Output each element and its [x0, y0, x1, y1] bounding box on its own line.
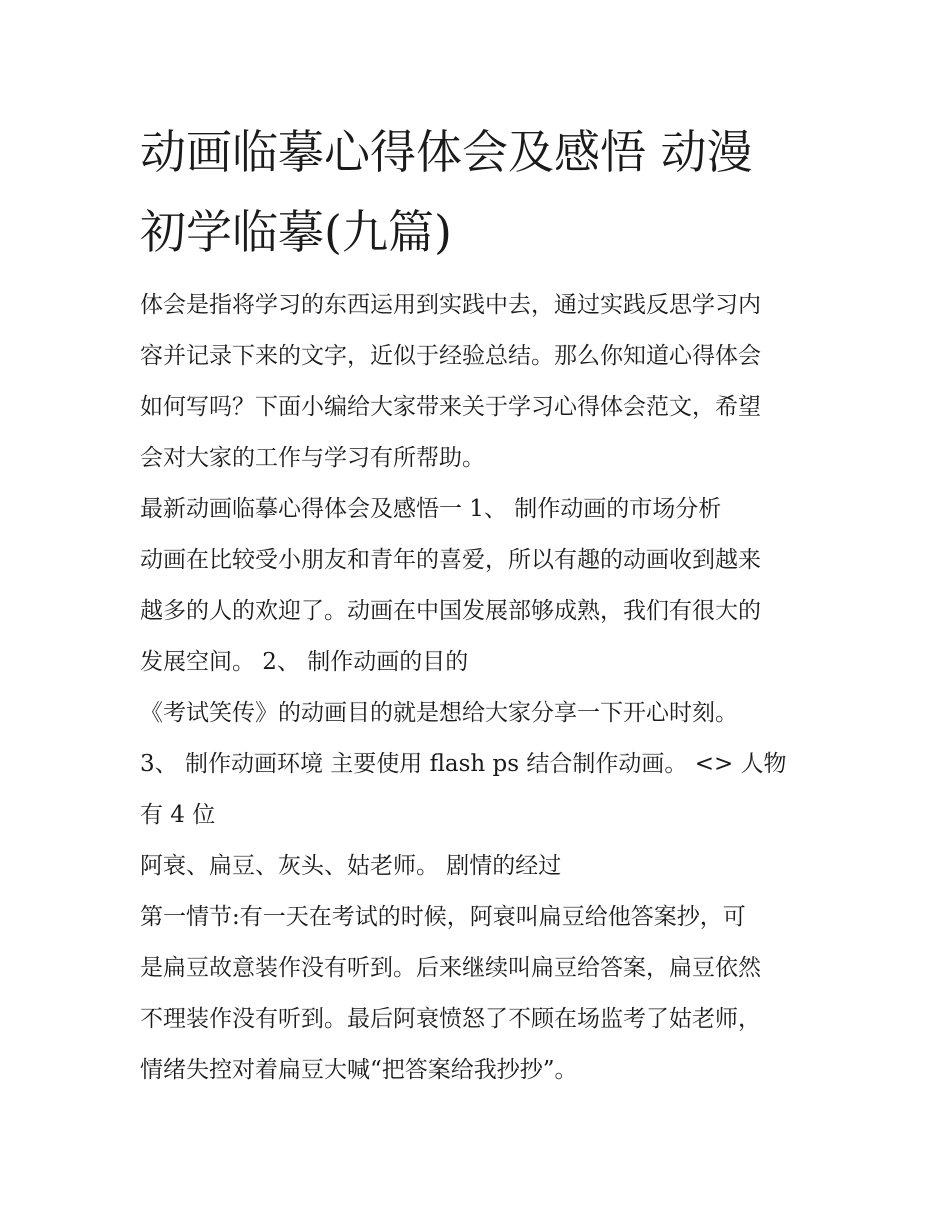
title-line-2: 初学临摹(九篇)	[140, 205, 452, 259]
environment-paragraph	[140, 739, 820, 841]
title-line-1: 动画临摹心得体会及感悟 动漫	[140, 125, 753, 179]
characters-line: 阿衰、扁豆、灰头、姑老师。 剧情的经过	[140, 853, 562, 879]
plot-line: 第一情节:有一天在考试的时候，阿衰叫扁豆给他答案抄，可	[140, 904, 746, 930]
environment-line: 有 4 位	[140, 802, 216, 828]
section1-heading: 最新动画临摹心得体会及感悟一 1、 制作动画的市场分析	[140, 496, 722, 522]
intro-line: 如何写吗？下面小编给大家带来关于学习心得体会范文，希望	[140, 394, 761, 420]
intro-line: 体会是指将学习的东西运用到实践中去，通过实践反思学习内	[140, 292, 761, 318]
document-page	[140, 112, 820, 1096]
plot-line: 不理装作没有听到。最后阿衰愤怒了不顾在场监考了姑老师，	[140, 1006, 761, 1032]
plot-line: 是扁豆故意装作没有听到。后来继续叫扁豆给答案，扁豆依然	[140, 955, 761, 981]
purpose-line: 《考试笑传》的动画目的就是想给大家分享一下开心时刻。	[140, 700, 738, 726]
document-title	[140, 112, 820, 272]
environment-line: 3、 制作动画环境 主要使用 flash ps 结合制作动画。 <> 人物	[140, 751, 787, 777]
section1-line: 发展空间。 2、 制作动画的目的	[140, 649, 469, 675]
intro-line: 会对大家的工作与学习有所帮助。	[140, 445, 485, 471]
section1-line: 动画在比较受小朋友和青年的喜爱，所以有趣的动画收到越来	[140, 547, 761, 573]
section1-line: 越多的人的欢迎了。动画在中国发展部够成熟，我们有很大的	[140, 598, 761, 624]
plot-paragraph	[140, 892, 820, 1096]
intro-paragraph	[140, 280, 820, 484]
section1-paragraph	[140, 535, 820, 688]
intro-line: 容并记录下来的文字，近似于经验总结。那么你知道心得体会	[140, 343, 761, 369]
plot-line: 情绪失控对着扁豆大喊“把答案给我抄抄”。	[140, 1057, 578, 1083]
